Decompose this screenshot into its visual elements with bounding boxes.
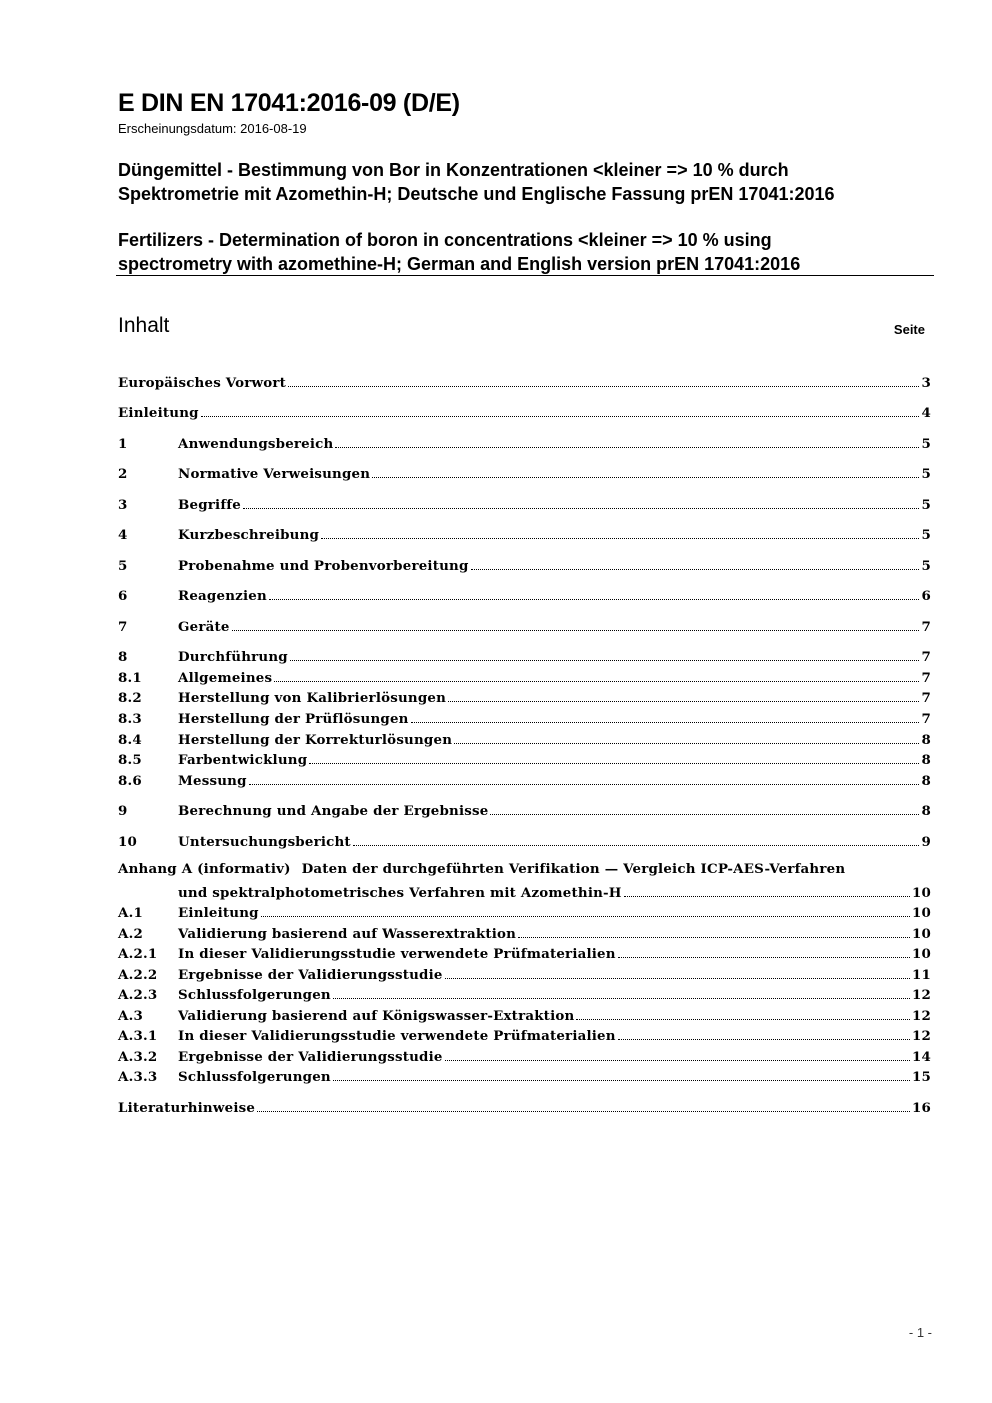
toc-leader xyxy=(335,434,919,448)
toc-leader xyxy=(448,688,919,702)
toc-entry-title: Europäisches Vorwort xyxy=(118,375,287,391)
toc-entry-title: Herstellung der Korrekturlösungen xyxy=(178,732,453,748)
title-german-line: Düngemittel - Bestimmung von Bor in Konzentrationen <kleiner => 10 % durch xyxy=(118,160,789,180)
toc-entry-title: Herstellung der Prüflösungen xyxy=(178,711,409,727)
toc-annex-heading-line2[interactable] xyxy=(178,883,931,901)
toc-leader xyxy=(243,495,919,509)
title-german-line: Spektrometrie mit Azomethin-H; Deutsche und Englische Fassung prEN 17041:2016 xyxy=(118,184,835,204)
title-english xyxy=(118,228,800,276)
toc-leader xyxy=(321,525,919,539)
toc-annex-title-line2: und spektralphotometrisches Verfahren mit Azomethin-H xyxy=(178,885,622,901)
toc-leader xyxy=(274,668,919,682)
toc-entry-page: 8 xyxy=(921,752,931,768)
toc-entry-page: 11 xyxy=(911,967,931,983)
toc-entry[interactable] xyxy=(118,944,931,962)
toc-leader xyxy=(353,832,920,846)
toc-leader xyxy=(288,373,919,387)
toc-entry-title: Literaturhinweise xyxy=(118,1100,256,1116)
toc-entry-page: 7 xyxy=(921,619,931,635)
toc-leader xyxy=(257,1098,910,1112)
toc-entry-page: 14 xyxy=(911,1049,931,1065)
toc-leader xyxy=(232,617,920,631)
toc-heading: Inhalt xyxy=(118,314,170,337)
toc-entry-page: 7 xyxy=(921,649,931,665)
toc-entry-page: 5 xyxy=(921,436,931,452)
toc-entry-page: 10 xyxy=(911,885,931,901)
toc-entry-number: 1 xyxy=(118,436,128,452)
toc-entry-page: 10 xyxy=(911,926,931,942)
toc-entry-title: Probenahme und Probenvorbereitung xyxy=(178,558,469,574)
toc-leader xyxy=(333,985,910,999)
toc-leader xyxy=(290,647,920,661)
toc-entry-page: 4 xyxy=(921,405,931,421)
toc-page-column-label: Seite xyxy=(893,322,925,337)
title-german xyxy=(118,158,835,206)
toc-entry-number: 10 xyxy=(118,834,138,850)
toc-leader xyxy=(372,464,919,478)
toc-entry[interactable] xyxy=(118,403,931,421)
toc-entry-page: 5 xyxy=(921,497,931,513)
toc-leader xyxy=(445,1047,910,1061)
toc-entry[interactable] xyxy=(118,771,931,789)
toc-entry[interactable] xyxy=(118,525,931,543)
toc-leader xyxy=(249,771,920,785)
page-number: - 1 - xyxy=(908,1325,932,1340)
toc-entry[interactable] xyxy=(118,1006,931,1024)
toc-entry-number: 2 xyxy=(118,466,128,482)
toc-entry-number: A.3.1 xyxy=(118,1028,158,1044)
toc-entry-page: 8 xyxy=(921,732,931,748)
toc-entry-title: Schlussfolgerungen xyxy=(178,987,331,1003)
toc-annex-label: Anhang A (informativ) xyxy=(118,861,291,877)
toc-entry-page: 12 xyxy=(911,1008,931,1024)
toc-entry-number: 8.5 xyxy=(118,752,142,768)
toc-entry-title: Reagenzien xyxy=(178,588,267,604)
toc-entry[interactable] xyxy=(118,1026,931,1044)
toc-entry-title: Validierung basierend auf Wasserextraktion xyxy=(178,926,517,942)
toc-entry[interactable] xyxy=(118,1067,931,1085)
toc-entry-title: Einleitung xyxy=(118,405,199,421)
toc-entry[interactable] xyxy=(118,750,931,768)
title-english-line: Fertilizers - Determination of boron in concentrations <kleiner => 10 % using xyxy=(118,230,772,250)
toc-entry-number: 4 xyxy=(118,527,128,543)
toc-entry-number: A.2.2 xyxy=(118,967,158,983)
toc-entry-title: Untersuchungsbericht xyxy=(178,834,351,850)
toc-entry-number: A.3.2 xyxy=(118,1049,158,1065)
toc-entry-number: 8.1 xyxy=(118,670,142,686)
toc-entry-number: A.1 xyxy=(118,905,143,921)
toc-entry-page: 10 xyxy=(911,905,931,921)
toc-entry-page: 7 xyxy=(921,690,931,706)
toc-entry[interactable] xyxy=(118,373,931,391)
toc-entry[interactable] xyxy=(118,1047,931,1065)
toc-entry-number: 3 xyxy=(118,497,128,513)
toc-entry-page: 3 xyxy=(921,375,931,391)
toc-entry-title: Begriffe xyxy=(178,497,241,513)
toc-leader xyxy=(624,883,910,897)
toc-entry-title: Anwendungsbereich xyxy=(178,436,334,452)
toc-entry[interactable] xyxy=(118,730,931,748)
toc-entry-page: 5 xyxy=(921,527,931,543)
toc-entry-page: 12 xyxy=(911,1028,931,1044)
toc-entry-title: In dieser Validierungsstudie verwendete Prüfmaterialien xyxy=(178,946,616,962)
publication-date: Erscheinungsdatum: 2016-08-19 xyxy=(118,121,307,136)
toc-entry[interactable] xyxy=(118,924,931,942)
toc-entry[interactable] xyxy=(118,903,931,921)
toc-entry[interactable] xyxy=(118,801,931,819)
toc-entry-number: A.2.1 xyxy=(118,946,158,962)
toc-entry-page: 7 xyxy=(921,711,931,727)
toc-annex-title-line1: Daten der durchgeführten Verifikation — Vergleich ICP-AES-Verfahren xyxy=(301,861,846,877)
title-english-line: spectrometry with azomethine-H; German and English version prEN 17041:2016 xyxy=(118,254,801,274)
toc-entry-number: 6 xyxy=(118,588,128,604)
toc-leader xyxy=(518,924,910,938)
toc-entry-number: 8.4 xyxy=(118,732,142,748)
toc-entry[interactable] xyxy=(118,495,931,513)
toc-entry-title: Berechnung und Angabe der Ergebnisse xyxy=(178,803,489,819)
toc-entry[interactable] xyxy=(118,647,931,665)
toc-entry[interactable] xyxy=(118,434,931,452)
toc-leader xyxy=(201,403,920,417)
toc-entry-bibliography[interactable] xyxy=(118,1098,931,1116)
toc-entry[interactable] xyxy=(118,586,931,604)
toc-entry-title: Farbentwicklung xyxy=(178,752,308,768)
toc-entry[interactable] xyxy=(118,668,931,686)
toc-entry-title: Ergebnisse der Validierungsstudie xyxy=(178,967,443,983)
toc-entry-page: 5 xyxy=(921,466,931,482)
toc-entry-title: Herstellung von Kalibrierlösungen xyxy=(178,690,447,706)
toc-entry[interactable] xyxy=(118,464,931,482)
toc-entry-title: Messung xyxy=(178,773,247,789)
toc-leader xyxy=(618,944,910,958)
toc-annex-heading[interactable] xyxy=(118,860,845,878)
toc-entry-title: In dieser Validierungsstudie verwendete Prüfmaterialien xyxy=(178,1028,616,1044)
toc-entry[interactable] xyxy=(118,832,931,850)
toc-leader xyxy=(576,1006,910,1020)
toc-entry-number: A.2 xyxy=(118,926,143,942)
toc-entry-number: 8.6 xyxy=(118,773,142,789)
toc-entry-number: 7 xyxy=(118,619,128,635)
toc-entry-page: 16 xyxy=(911,1100,931,1116)
toc-leader xyxy=(309,750,919,764)
toc-entry-number: 8.2 xyxy=(118,690,142,706)
toc-leader xyxy=(618,1026,910,1040)
toc-entry-number: 5 xyxy=(118,558,128,574)
toc-entry-number: 8.3 xyxy=(118,711,142,727)
toc-entry-title: Durchführung xyxy=(178,649,288,665)
toc-entry[interactable] xyxy=(118,556,931,574)
toc-entry-page: 8 xyxy=(921,773,931,789)
toc-leader xyxy=(454,730,919,744)
toc-entry-title: Ergebnisse der Validierungsstudie xyxy=(178,1049,443,1065)
toc-entry-number: 8 xyxy=(118,649,128,665)
toc-entry-title: Einleitung xyxy=(178,905,259,921)
toc-entry-title: Geräte xyxy=(178,619,230,635)
toc-entry-page: 5 xyxy=(921,558,931,574)
toc-leader xyxy=(471,556,920,570)
toc-entry-page: 8 xyxy=(921,803,931,819)
toc-entry-number: A.2.3 xyxy=(118,987,158,1003)
toc-entry-number: 9 xyxy=(118,803,128,819)
toc-entry-page: 15 xyxy=(911,1069,931,1085)
toc-leader xyxy=(445,965,910,979)
toc-entry-page: 9 xyxy=(921,834,931,850)
toc-entry-number: A.3 xyxy=(118,1008,143,1024)
toc-entry-page: 7 xyxy=(921,670,931,686)
toc-entry-title: Kurzbeschreibung xyxy=(178,527,320,543)
toc-leader xyxy=(261,903,910,917)
toc-leader xyxy=(333,1067,910,1081)
toc-entry-page: 12 xyxy=(911,987,931,1003)
toc-entry-number: A.3.3 xyxy=(118,1069,158,1085)
toc-entry-page: 6 xyxy=(921,588,931,604)
toc-entry[interactable] xyxy=(118,965,931,983)
toc-entry[interactable] xyxy=(118,985,931,1003)
toc-entry-title: Schlussfolgerungen xyxy=(178,1069,331,1085)
toc-entry[interactable] xyxy=(118,688,931,706)
document-id: E DIN EN 17041:2016-09 (D/E) xyxy=(118,89,460,117)
toc-entry-page: 10 xyxy=(911,946,931,962)
toc-entry-title: Validierung basierend auf Königswasser-Extraktion xyxy=(178,1008,575,1024)
toc-leader xyxy=(269,586,920,600)
toc-entry[interactable] xyxy=(118,617,931,635)
header-divider xyxy=(116,275,934,276)
toc-entry[interactable] xyxy=(118,709,931,727)
toc-entry-title: Normative Verweisungen xyxy=(178,466,371,482)
toc-leader xyxy=(490,801,919,815)
toc-entry-title: Allgemeines xyxy=(178,670,273,686)
toc-leader xyxy=(411,709,920,723)
